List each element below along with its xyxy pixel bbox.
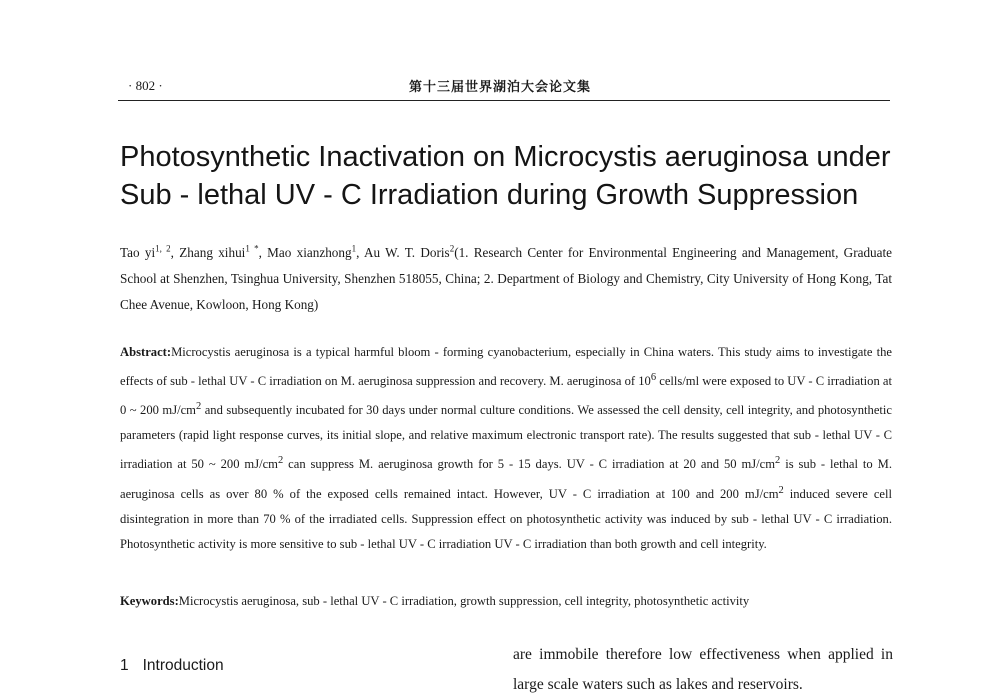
abstract-text: induced severe cell disintegration in more than 70 % of the irradiated cells. Suppression effect on photosynthetic activity was induced by sub - lethal UV - C irradiation. Photosynthetic activity is more sensitive to sub - lethal UV - C irradiation UV - C irradiation than both growth and cell integrity. [120, 486, 892, 551]
paper-title-line-1: Photosynthetic Inactivation on Microcystis aeruginosa under [120, 141, 891, 173]
page-number: · 802 · [128, 78, 163, 93]
abstract [120, 340, 892, 557]
paper-title-line-2: Sub - lethal UV - C Irradiation during Growth Suppression [120, 179, 859, 211]
author-affiliation-mark: 1 * [245, 243, 259, 254]
keywords-label: Keywords: [120, 594, 179, 608]
affiliations: (1. Research Center for Environmental Engineering and Management, Graduate School at Shenzhen, Tsinghua University, Shenzhen 518055, China; 2. Department of Biology and Chemistry, City University of Hong Kong, Tat Chee Avenue, Kowloon, Hong Kong) [120, 245, 893, 312]
author-name: Zhang xihui [179, 245, 246, 260]
section-title: Introduction [142, 657, 224, 674]
abstract-superscript: 2 [778, 484, 784, 496]
author-affiliation-mark: 2 [449, 243, 455, 254]
abstract-label: Abstract: [120, 345, 172, 359]
abstract-superscript: 2 [195, 401, 202, 413]
author-block: Tao yi$^{1, 2}$, Zhang xihui$^{1 *}$, Mao xianzhong$^1$, Au W. T. Doris$^2$(1. Research Center for Environmental Engineering and Management, Graduate School at Shenzhen, Tsinghua University, Shenzhen 518055, China; 2. Department of Biology and Chemistry, City University of Hong Kong, Tat Chee Avenue, Kowloon, Hong Kong) [120, 243, 893, 312]
keywords [120, 589, 892, 614]
paper-title [120, 138, 920, 214]
abstract-text: Microcystis aeruginosa is a typical harmful bloom - forming cyanobacterium, especially in China waters. This study aims to investigate the effects of sub - lethal UV - C irradiation on M. aeruginosa suppression and recovery. M. aeruginosa of 10 [120, 345, 892, 389]
abstract-text: cells/ml were exposed to UV - C irradiation at 0 ~ 200 mJ/cm [120, 374, 892, 418]
author-affiliation-mark: 1 [351, 243, 357, 254]
abstract-text: is sub - lethal to M. aeruginosa cells as over 80 % of the exposed cells remained intact. However, UV - C irradiation at 100 and 200 mJ/cm [120, 457, 892, 501]
abstract-text: and subsequently incubated for 30 days under normal culture conditions. We assessed the cell density, cell integrity, and photosynthetic parameters (rapid light response curves, its initial slope, and relative maximum electronic transport rate). The results suggested that sub - lethal UV - C irradiation at 50 ~ 200 mJ/cm [120, 403, 892, 472]
abstract-text: can suppress M. aeruginosa growth for 5 - 15 days. UV - C irradiation at 20 and 50 mJ/cm [283, 457, 776, 472]
abstract-superscript: 2 [775, 455, 781, 467]
author-name: Au W. T. Doris [363, 245, 450, 260]
abstract-superscript: 6 [650, 372, 657, 383]
keywords-text: Microcystis aeruginosa, sub - lethal UV - C irradiation, growth suppression, cell integrity, photosynthetic activity [178, 594, 750, 608]
header-rule [118, 100, 890, 101]
author-name: Tao yi [120, 245, 156, 260]
abstract-superscript: 2 [277, 455, 284, 467]
author-affiliation-mark: 1, 2 [155, 243, 171, 254]
running-head: 第十三届世界湖泊大会论文集 [408, 80, 591, 95]
section-number: 1 [120, 657, 129, 674]
author-name: Mao xianzhong [267, 245, 352, 260]
right-column-text: are immobile therefore low effectiveness when applied in large scale waters such as lakes and reservoirs. [513, 646, 893, 693]
section-heading [120, 657, 224, 675]
